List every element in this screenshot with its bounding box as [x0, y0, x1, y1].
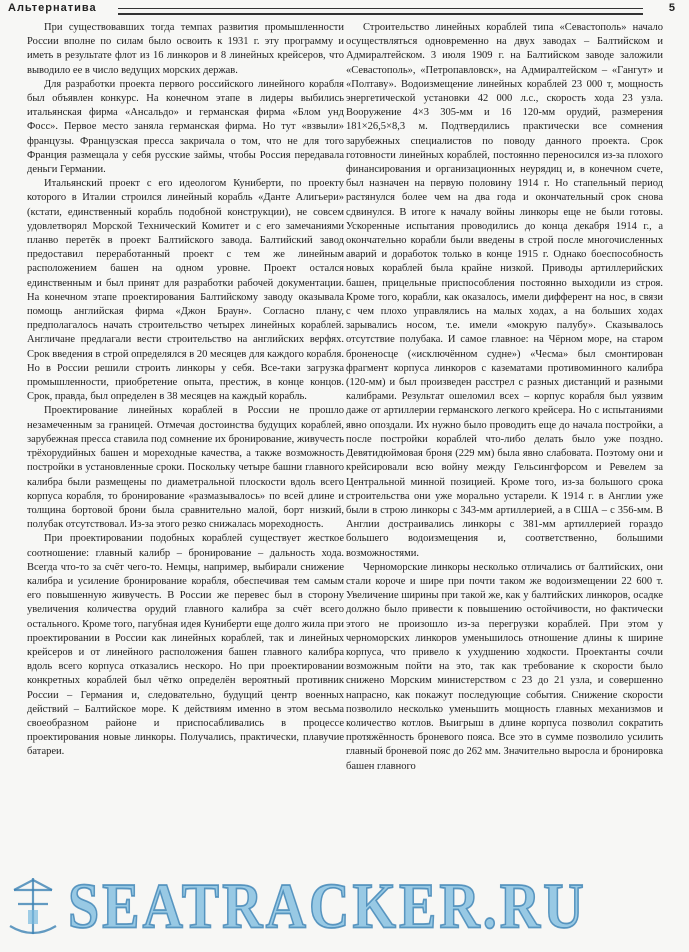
page-header	[0, 0, 689, 20]
paragraph: Проектирование линейных кораблей в России не прошло незамеченным за границей. Отмечая достоинства будущих кораблей, зарубежная пресса ставила под сомнение их бронирование, живучесть трёхорудийных башен и мореходные качества, а также возможность постройки в установленные сроки. Поскольку четыре башни главного калибра были размещены по диаметральной плоскости вдоль всего корпуса корабля, то бронирование «размазывалось» по всей длине и толщина бортовой брони была сравнительно малой, борт низкий, полубак отсутствовал. Из-за этого резко снижалась мореходность.	[27, 405, 344, 531]
header-rule	[118, 8, 643, 15]
watermark	[0, 866, 689, 952]
watermark-text: SEATRACKER.RU	[68, 871, 587, 943]
left-column	[27, 21, 344, 760]
paragraph: Черноморские линкоры несколько отличались от балтийских, они стали короче и шире при почти таком же водоизмещении 22 600 т. Увеличение ширины при такой же, как у балтийских линкоров, осадке должно было привести к повышению остойчивости, но фактически этого не произошло из-за перегрузки кораблей. При этом у черноморских линкоров уменьшилось отношение длины к ширине корпуса, что привело к ухудшению ходкости. Проектанты сочли возможным пойти на это, так как требование к скорости было снижено Морским министерством с 23 до 21 узла, и совершенно напрасно, как покажут последующие события. Снижение скорости позволило несколько уменьшить мощность главных механизмов и количество котлов. Выигрыш в длине корпуса позволил сократить протяжённость броневого пояса. Все это в сумме позволило усилить главный броневой пояс до 262 мм. Значительно выросла и бронировка башен главного	[346, 561, 663, 772]
paragraph: Для разработки проекта первого российского линейного корабля был объявлен конкурс. На конечном этапе в лидеры выбились итальянская фирма «Ансальдо» и германская фирма «Блом унд Фосс». Первое место заняла германская фирма. Но тут «взвыли» французы. Французская пресса закричала о том, что не для того Франция размещала у себя русские займы, чтобы Россия передавала деньги Германии.	[27, 78, 344, 176]
paragraph: При проектировании подобных кораблей существует жесткое соотношение: главный калибр – бронирование – дальность хода. Всегда что-то за счёт чего-то. Немцы, например, выбирали снижение калибра и усиление бронирование корабля, обеспечивая тем самым его повышенную живучесть. В России же перевес был в сторону увеличения количества орудий главного калибра за счёт всего остального. Кроме того, пагубная идея Куниберти еще долго жила при проектировании в России как линейных кораблей, так и линейных крейсеров и от линейного расположения башен главного калибра вдоль всего корпуса отказались нескоро. Но при проектировании конкретных кораблей был чётко определён вероятный противник России – Германия и, следовательно, будущий центр военных действий – Балтийское море. К действиям именно в этом весьма своеобразном районе и приспосабливались в процессе проектирования новые линкоры. Получались, практически, плавучие батареи.	[27, 533, 344, 758]
paragraph: Строительство линейных кораблей типа «Севастополь» начало осуществляться одновременно на двух заводах – Балтийском и Адмиралтейском. 3 июля 1909 г. на Балтийском заводе заложили «Севастополь», «Петропавловск», на Адмиралтейском – «Гангут» и «Полтаву». Водоизмещение линейных кораблей 23 000 т, мощность энергетической установки 42 000 л.с., скорость хода 23 узла. Вооружение 4×3 305-мм и 16 120-мм орудий, размерения 181×26,5×8,3 м. Подтвердились практически все сомнения зарубежных специалистов по поводу данного проекта. Срок готовности линейных кораблей, постоянно переносился из-за плохого финансирования и организационных неурядиц и, в конечном счете, был назначен на первую половину 1914 г. Но стапельный период растянулся более чем на два года и окончательный срок снова сдвинулся. В итоге к началу войны линкоры еще не были готовы. Ускоренные испытания проводились до конца декабря 1914 г., а окончательно корабли были введены в строй после многочисленных аварий и доработок только в конце 1915 г. Однако боеспособность новых кораблей была крайне низкой. Приводы артиллерийских башен, прицельные приспособления постоянно выходили из строя. Кроме того, корабли, как оказалось, имели дифферент на нос, в связи с чем плохо управлялись на малых ходах, а на больших ходах зарывались носом, т.е. имели «мокрую палубу». Сказывалось отсутствие полубака. И самое главное: на Чёрном море, на старом броненосце («исключённом судне») «Чесма» был смонтирован фрагмент корпуса линкоров с казематами противоминного калибра (120-мм) и был произведен расстрел с разных дистанций и разными калибрами. Результат ошеломил всех – корпус корабля был уязвим даже от артиллерии германского легкого крейсера. Но с испытаниями явно опоздали. Их нужно было проводить еще до начала постройки, а после постройки кораблей что-либо делать было уже поздно. Девятидюймовая броня (229 мм) была явно слабовата. Поэтому они и крейсировали всю войну между Гельсингфорсом и Ревелем за Центральной минной позицией. Кроме того, из-за большого срока строительства они уже морально устарели. К 1914 г. в Англии уже были в строю линкоры с 343-мм артиллерией, а в США – с 356-мм. В Англии достраивались линкоры с 381-мм артиллерией гораздо большего водоизмещения и, соответственно, большими возможностями.	[346, 22, 663, 559]
section-title: Альтернатива	[8, 2, 97, 14]
paragraph: Итальянский проект с его идеологом Куниберти, по проекту которого в Италии строился линейный корабль «Данте Алигьери» (кстати, единственный корабль подобной конструкции), не совсем удовлетворял Морской Технический Комитет и с его замечаниями планво перетёк в проект Балтийского завода. Балтийский завод предоставил переработанный проект с тем же линейным расположением башен на одном уровне. Проект остался единственным и был принят для разработки рабочей документации. На конечном этапе проектирования Балтийскому заводу оказывала помощь английская фирма «Джон Браун». Согласно плану, предполагалось начать строительство четырех линейных кораблей. Англичане предлагали вести строительство на английских верфях. Срок введения в строй определялся в 20 месяцев для каждого корабля. Но в России решили строить линкоры у себя. Все-таки загрузка промышленности, приобретение опыта, престиж, в конце концов. Срок, правда, был определен в 38 месяцев на каждый корабль.	[27, 178, 344, 403]
page-number: 5	[668, 2, 675, 14]
ship-mast-icon	[4, 874, 62, 940]
right-column	[346, 21, 663, 774]
paragraph: При существовавших тогда темпах развития промышленности России вполне по силам было освоить к 1931 г. эту программу и иметь в результате флот из 16 линкоров и 8 линейных крейсеров, что выводило ее в число ведущих морских держав.	[27, 22, 344, 76]
